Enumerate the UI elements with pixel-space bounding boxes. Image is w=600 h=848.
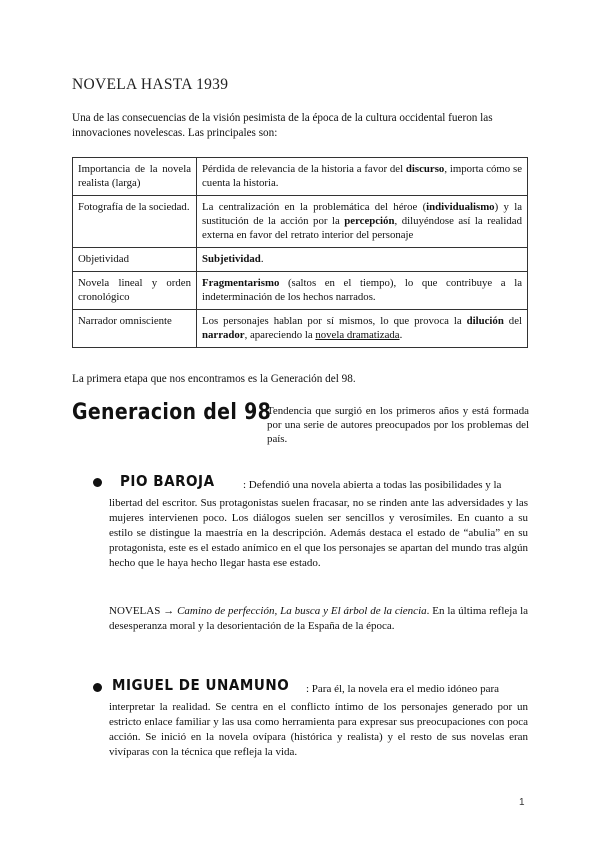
generation-description: Tendencia que surgió en los primeros años y está formada por una serie de autores preocupados por los problemas del país. [267,405,529,445]
page-number: 1 [519,797,525,808]
table-cell-feature: Importancia de la novela realista (larga) [73,158,197,196]
bullet-icon [93,683,102,692]
author-lead: : Para él, la novela era el medio idóneo para [306,683,500,695]
table-row [73,310,528,348]
author-body: interpretar la realidad. Se centra en el conflicto íntimo de los personajes generado por un estricto enlace familiar y las usa como herramienta para expresar sus preocupaciones con poca acción. Se inició en la novela ovípara (histórica y realista) y el resto de sus novelas eran vivíparas con la técnica que refleja la vida. [109,701,528,759]
table-row [73,248,528,272]
bullet-icon [93,478,102,487]
table-cell-description: La centralización en la problemática del héroe (individualismo) y la sustitución de la acción por la percepción, diluyéndose así la realidad externa en favor del retrato interior del personaje [197,196,528,248]
intro-paragraph: Una de las consecuencias de la visión pesimista de la época de la cultura occidental fueron las innovaciones novelescas. Las principales son: [72,112,493,139]
table-cell-feature: Novela lineal y orden cronológico [73,272,197,310]
author-lead: : Defendió una novela abierta a todas las posibilidades y la [243,479,502,491]
table-row [73,196,528,248]
generation-heading: Generacion del 98 [72,400,272,425]
novels-line: NOVELAS → Camino de perfección, La busca y El árbol de la ciencia. En la última refleja la desesperanza moral y la desorientación de la España de la época. [109,605,529,633]
table-cell-feature: Objetividad [73,248,197,272]
table-cell-description: Pérdida de relevancia de la historia a favor del discurso, importa cómo se cuenta la historia. [197,158,528,196]
table-cell-description: Subjetividad. [197,248,528,272]
author-body: libertad del escritor. Sus protagonistas suelen fracasar, no se rinden ante las adversidades y las mujeres intervienen poco. Los diálogos suelen ser sencillos y verosímiles. En cuanto a su estilo se distingue la maestría en la descripción. Además destaca el estado de “abulia” en su protagonista, este es el estado anímico en el que los personajes se apartan del mundo tras algún hecho que le haya hecho llegar hasta ese estado. [109,497,528,570]
table-row [73,158,528,196]
innovations-table [72,157,528,348]
author-name: MIGUEL DE UNAMUNO [112,676,290,694]
table-cell-description: Fragmentarismo (saltos en el tiempo), lo que contribuye a la indeterminación de los hechos narrados. [197,272,528,310]
first-stage-sentence: La primera etapa que nos encontramos es la Generación del 98. [72,373,356,385]
table-cell-feature: Narrador omnisciente [73,310,197,348]
table-row [73,272,528,310]
page-title: NOVELA HASTA 1939 [72,76,229,93]
author-name: PIO BAROJA [120,472,215,490]
table-cell-feature: Fotografía de la sociedad. [73,196,197,248]
table-cell-description: Los personajes hablan por sí mismos, lo que provoca la dilución del narrador, apareciendo la novela dramatizada. [197,310,528,348]
